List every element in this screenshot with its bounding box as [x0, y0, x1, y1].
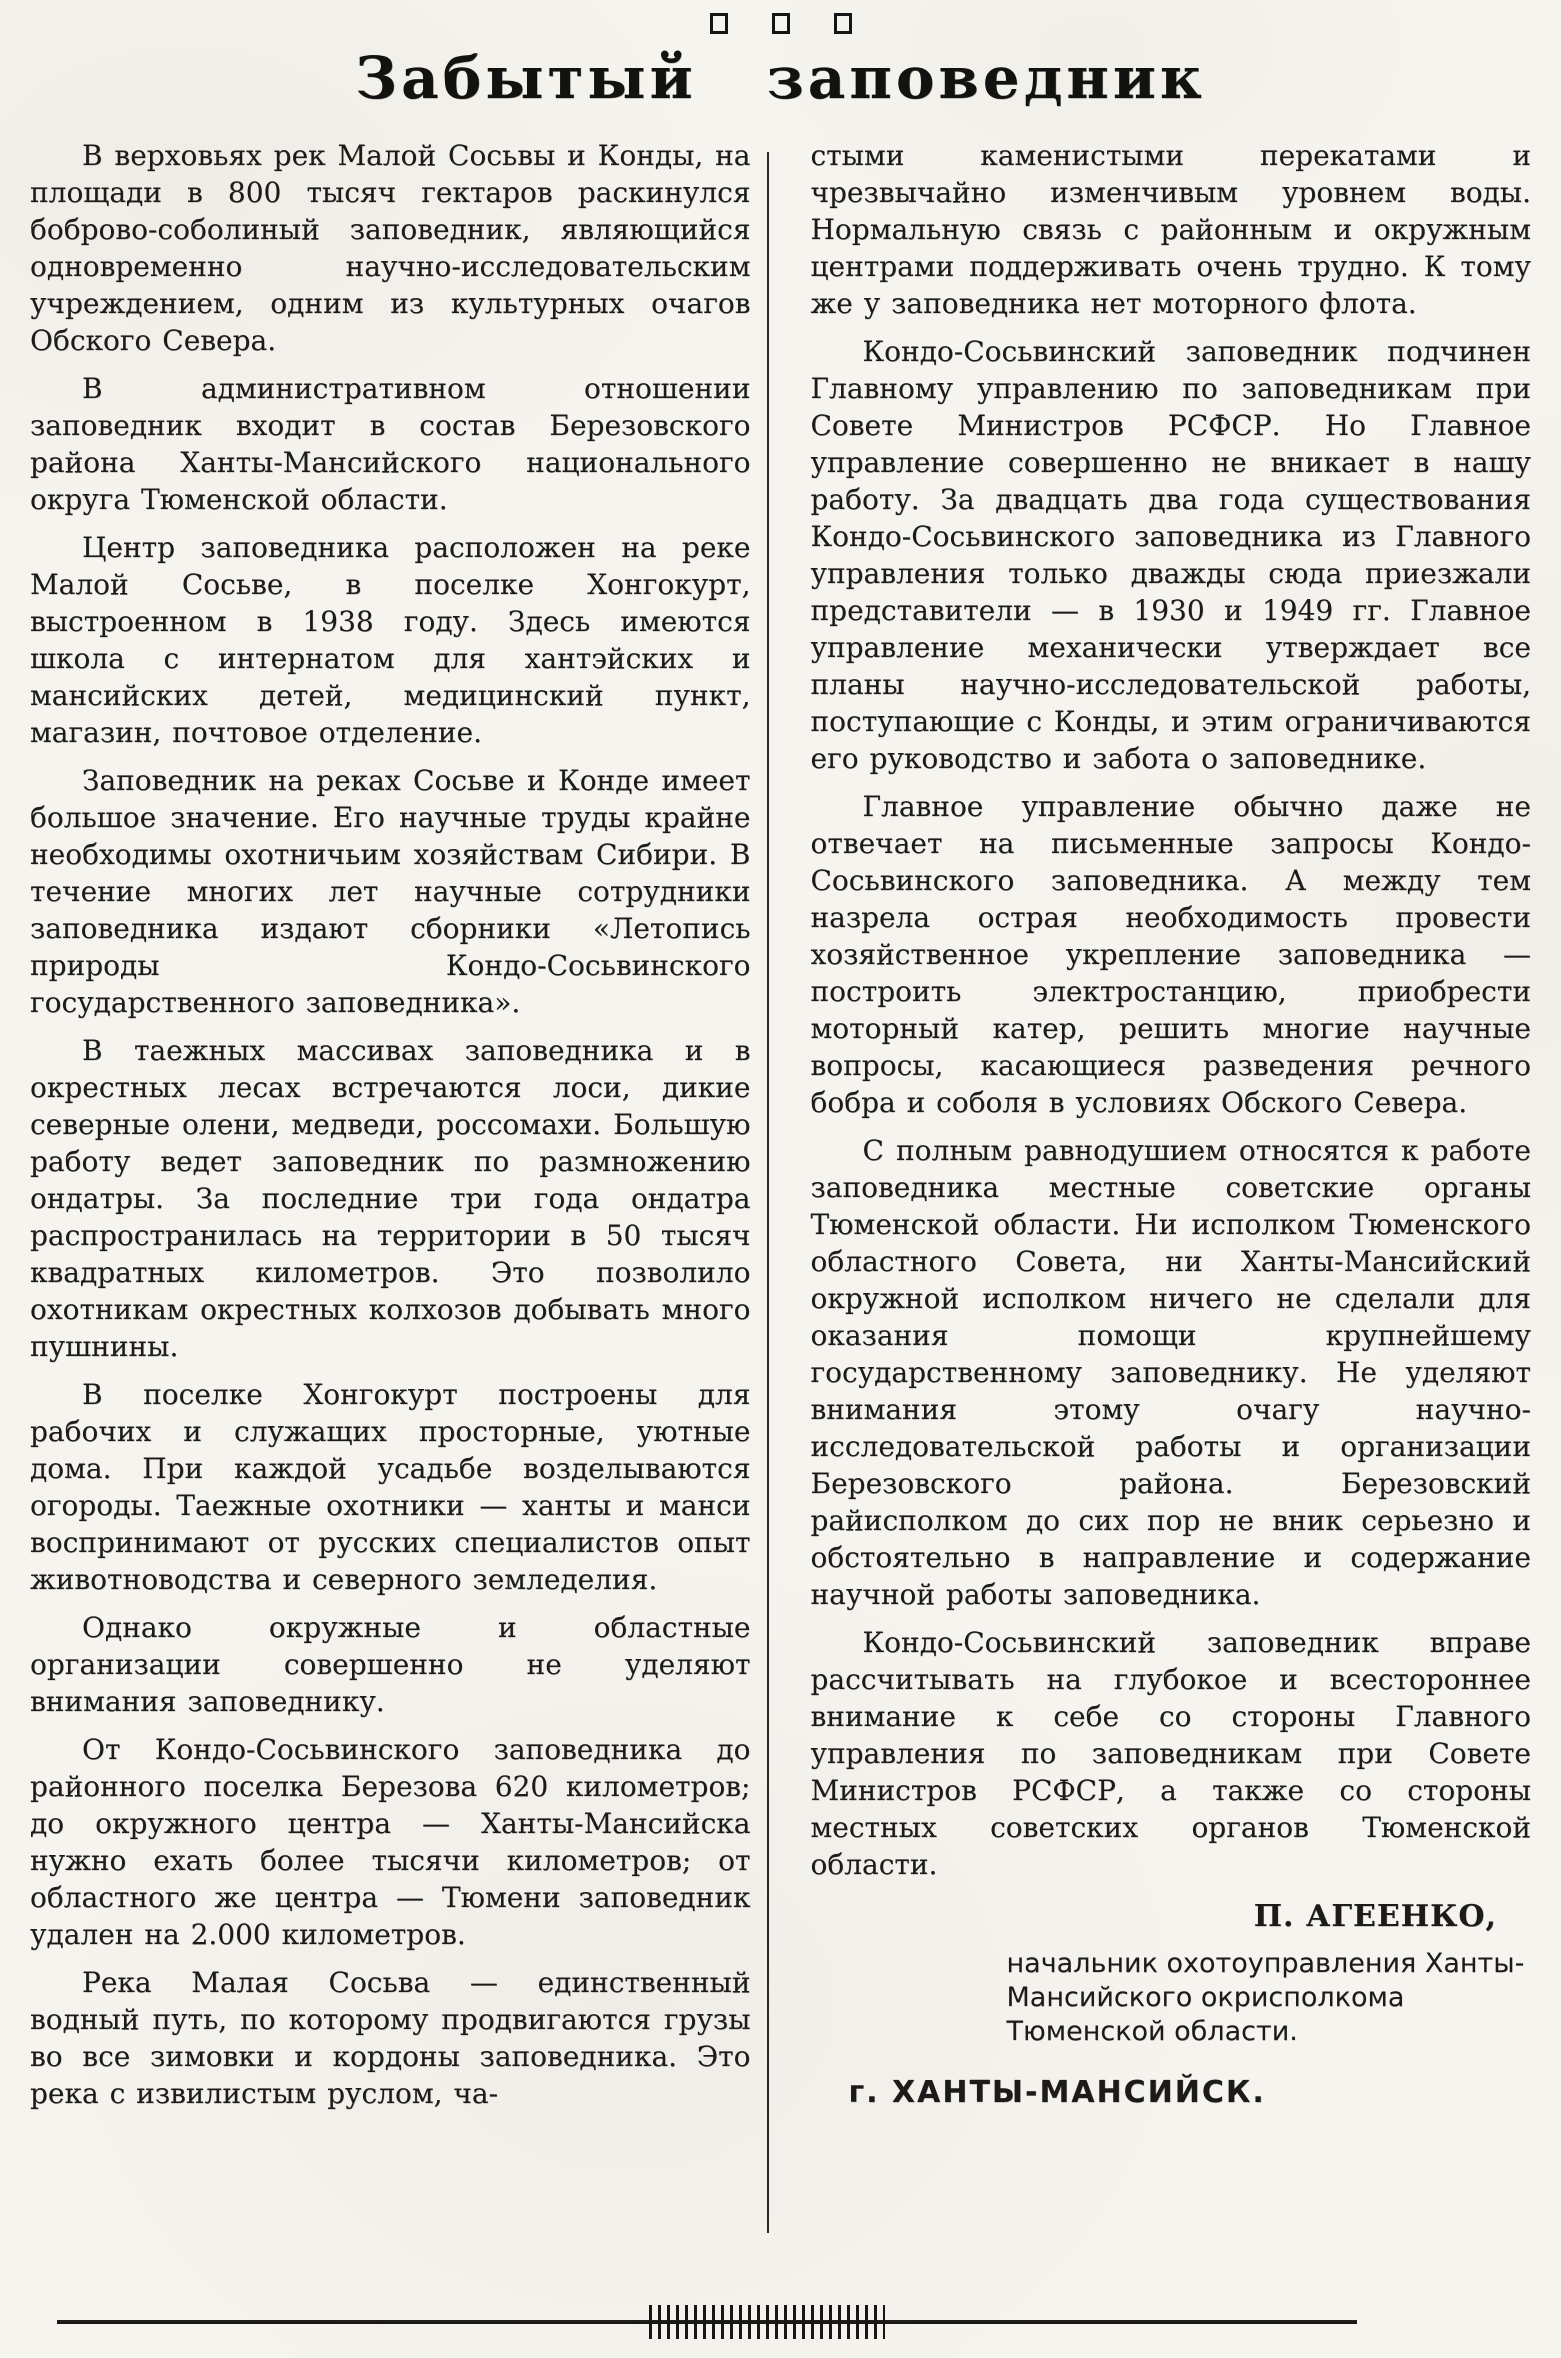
article-paragraph: От Кондо-Сосьвинского заповедника до районного поселка Березова 620 километров; до окружного центра — Ханты-Мансийска нужно ехать более тысячи километров; от областного же центра — Тюмени заповедник удален на 2.000 километров. — [30, 1732, 751, 1951]
article-paragraph: В административном отношении заповедник входит в состав Березовского района Ханты-Мансийского национального округа Тюменской области. — [30, 371, 751, 516]
square-ornament-icon — [834, 13, 852, 34]
signature-block — [811, 1899, 1532, 2111]
article-paragraph: В таежных массивах заповедника и в окрестных лесах встречаются лоси, дикие северные олени, медведи, россомахи. Большую работу ведет заповедник по размножению ондатры. За последние три года ондатра распространилась на территории в 50 тысяч квадратных километров. Это позволило охотникам окрестных колхозов добывать много пушнины. — [30, 1033, 751, 1363]
article-paragraph: Кондо-Сосьвинский заповедник подчинен Главному управлению по заповедникам при Совете Министров РСФСР. Но Главное управление совершенно не вникает в нашу работу. За двадцать два года существования Кондо-Сосьвинского заповедника из Главного управления только дважды сюда приезжали представители — в 1930 и 1949 гг. Главное управление механически утверждает все планы научно-исследовательской работы, поступающие с Конды, и этим ограничиваются его руководство и забота о заповеднике. — [810, 334, 1531, 775]
article-paragraph: Центр заповедника расположен на реке Малой Сосьве, в поселке Хонгокурт, выстроенном в 1938 году. Здесь имеются школа с интернатом для хантэйских и мансийских детей, медицинский пункт, магазин, почтовое отделение. — [30, 530, 751, 749]
header-ornament — [0, 13, 1561, 34]
article-paragraph: Река Малая Сосьва — единственный водный путь, по которому продвигаются грузы во все зимовки и кордоны заповедника. Это река с извилистым руслом, ча- — [30, 1965, 751, 2110]
article-paragraph: Заповедник на реках Сосьве и Конде имеет большое значение. Его научные труды крайне необходимы охотничьим хозяйствам Сибири. В течение многих лет научные сотрудники заповедника издают сборники «Летопись природы Кондо-Сосьвинского государственного заповедника». — [30, 763, 751, 1019]
article-paragraph: С полным равнодушием относятся к работе заповедника местные советские органы Тюменской области. Ни исполком Тюменского областного Совета, ни Ханты-Мансийский окружной исполком ничего не сделали для оказания помощи крупнейшему государственному заповеднику. Не уделяют внимания этому очагу научно-исследовательской работы и организации Березовского района. Березовский райисполком до сих пор не вник серьезно и обстоятельно в направление и содержание научной работы заповедника. — [810, 1133, 1531, 1611]
column-divider — [767, 152, 769, 2233]
article-title: Забытый заповедник — [355, 44, 1206, 112]
signature-place: г. ХАНТЫ-МАНСИЙСК. — [848, 2074, 1266, 2110]
right-column — [779, 137, 1532, 2123]
article-body — [30, 137, 1531, 2123]
article-paragraph: В верховьях рек Малой Сосьвы и Конды, на площади в 800 тысяч гектаров раскинулся боброво-соболиный заповедник, являющийся одновременно научно-исследовательским учреждением, одним из культурных очагов Обского Севера. — [30, 138, 751, 357]
left-column — [30, 137, 779, 2123]
square-ornament-icon — [710, 13, 728, 34]
comb-ornament-icon — [649, 2305, 885, 2339]
article-paragraph-continuation: стыми каменистыми перекатами и чрезвычайно изменчивым уровнем воды. Нормальную связь с районным и окружным центрами поддерживать очень трудно. К тому же у заповедника нет моторного флота. — [810, 138, 1531, 320]
signature-role: начальник охотоуправления Ханты-Мансийского окрисполкома Тюменской области. — [1006, 1947, 1525, 2047]
article-paragraph: В поселке Хонгокурт построены для рабочих и служащих просторные, уютные дома. При каждой усадьбе возделываются огороды. Таежные охотники — ханты и манси воспринимают от русских специалистов опыт животноводства и северного земледелия. — [30, 1377, 751, 1596]
article-paragraph: Однако окружные и областные организации совершенно не уделяют внимания заповеднику. — [30, 1610, 751, 1718]
article-paragraph: Кондо-Сосьвинский заповедник вправе рассчитывать на глубокое и всестороннее внимание к себе со стороны Главного управления по заповедникам при Совете Министров РСФСР, а также со стороны местных советских органов Тюменской области. — [810, 1625, 1531, 1881]
square-ornament-icon — [772, 13, 790, 34]
bottom-divider — [57, 2320, 1357, 2324]
article-paragraph: Главное управление обычно даже не отвечает на письменные запросы Кондо-Сосьвинского заповедника. А между тем назрела острая необходимость провести хозяйственное укрепление заповедника — построить электростанцию, приобрести моторный катер, решить многие научные вопросы, касающиеся разведения речного бобра и соболя в условиях Обского Севера. — [810, 789, 1531, 1119]
signature-author: П. АГЕЕНКО, — [1253, 1898, 1497, 1934]
